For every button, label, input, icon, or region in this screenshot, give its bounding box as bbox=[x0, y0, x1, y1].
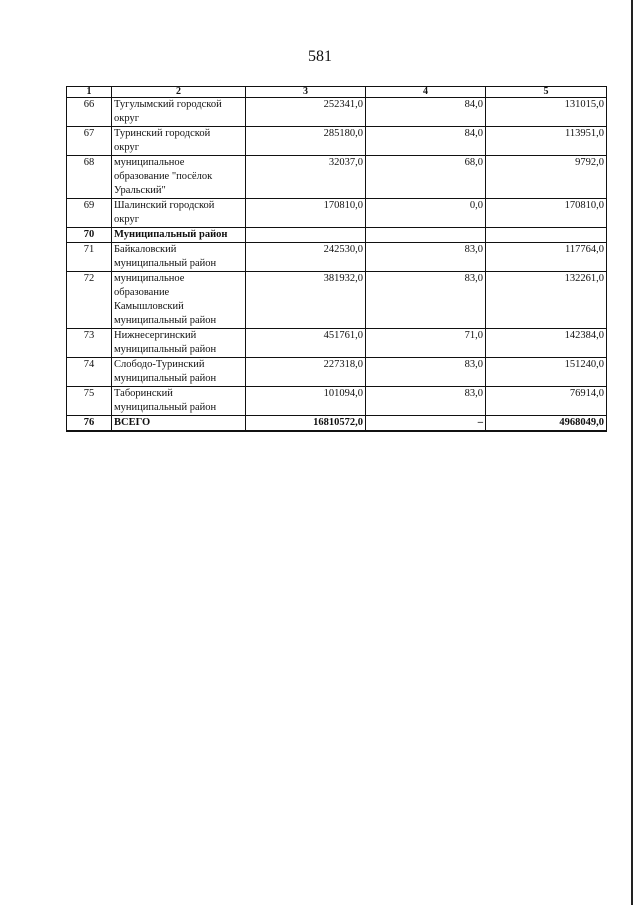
row-name-line: образование bbox=[114, 287, 170, 298]
header-col-4: 4 bbox=[366, 87, 486, 98]
row-col4-cell: 84,0 bbox=[366, 127, 486, 156]
row-name-line: муниципальный район bbox=[114, 258, 217, 269]
row-number-cell: 70 bbox=[67, 228, 112, 243]
table-row bbox=[67, 243, 607, 272]
row-number-cell: 69 bbox=[67, 199, 112, 228]
row-name-cell bbox=[112, 228, 246, 243]
row-col5-cell: 170810,0 bbox=[486, 199, 607, 228]
row-name-cell bbox=[112, 416, 246, 432]
row-name-cell bbox=[112, 199, 246, 228]
row-name-line: Муниципальный район bbox=[114, 229, 228, 240]
row-number-cell: 74 bbox=[67, 358, 112, 387]
row-col3-cell bbox=[246, 228, 366, 243]
row-name-cell bbox=[112, 358, 246, 387]
row-name-line: округ bbox=[114, 142, 140, 153]
row-name-line: Тугулымский городской bbox=[114, 99, 222, 110]
row-col3-cell: 101094,0 bbox=[246, 387, 366, 416]
row-col3-cell: 227318,0 bbox=[246, 358, 366, 387]
row-number-cell: 73 bbox=[67, 329, 112, 358]
table-body bbox=[67, 98, 607, 432]
row-col3-cell: 381932,0 bbox=[246, 272, 366, 329]
row-name-line: Слободо-Туринский bbox=[114, 359, 205, 370]
row-col5-cell: 151240,0 bbox=[486, 358, 607, 387]
row-col4-cell: 68,0 bbox=[366, 156, 486, 199]
row-col4-cell: 83,0 bbox=[366, 243, 486, 272]
table-row bbox=[67, 127, 607, 156]
row-name-cell bbox=[112, 98, 246, 127]
row-name-line: Байкаловский bbox=[114, 244, 177, 255]
row-col4-cell: 84,0 bbox=[366, 98, 486, 127]
row-name-cell bbox=[112, 127, 246, 156]
row-name-line: Туринский городской bbox=[114, 128, 211, 139]
row-col3-cell: 451761,0 bbox=[246, 329, 366, 358]
row-number-cell: 68 bbox=[67, 156, 112, 199]
row-name-line: муниципальное bbox=[114, 157, 185, 168]
header-col-1: 1 bbox=[67, 87, 112, 98]
table-row bbox=[67, 156, 607, 199]
table-row bbox=[67, 98, 607, 127]
row-col4-cell: 83,0 bbox=[366, 358, 486, 387]
row-name-line: округ bbox=[114, 113, 140, 124]
row-name-line: образование "посёлок bbox=[114, 171, 213, 182]
row-number-cell: 67 bbox=[67, 127, 112, 156]
row-col5-cell: 113951,0 bbox=[486, 127, 607, 156]
table-row bbox=[67, 199, 607, 228]
row-col5-cell: 4968049,0 bbox=[486, 416, 607, 432]
row-col3-cell: 32037,0 bbox=[246, 156, 366, 199]
row-col3-cell: 285180,0 bbox=[246, 127, 366, 156]
row-name-cell bbox=[112, 329, 246, 358]
row-name-line: Шалинский городской bbox=[114, 200, 215, 211]
row-name-cell bbox=[112, 156, 246, 199]
header-col-3: 3 bbox=[246, 87, 366, 98]
data-table bbox=[66, 86, 607, 432]
row-name-cell bbox=[112, 243, 246, 272]
row-name-line: муниципальный район bbox=[114, 315, 217, 326]
row-name-line: муниципальный район bbox=[114, 373, 217, 384]
row-number-cell: 75 bbox=[67, 387, 112, 416]
row-number-cell: 72 bbox=[67, 272, 112, 329]
table-row bbox=[67, 416, 607, 432]
row-col4-cell: 83,0 bbox=[366, 272, 486, 329]
row-col5-cell: 9792,0 bbox=[486, 156, 607, 199]
row-col5-cell: 117764,0 bbox=[486, 243, 607, 272]
row-col3-cell: 16810572,0 bbox=[246, 416, 366, 432]
row-name-cell bbox=[112, 272, 246, 329]
row-name-line: Нижнесергинский bbox=[114, 330, 197, 341]
row-name-line: ВСЕГО bbox=[114, 417, 151, 428]
row-col5-cell: 76914,0 bbox=[486, 387, 607, 416]
row-col5-cell: 142384,0 bbox=[486, 329, 607, 358]
row-name-line: Камышловский bbox=[114, 301, 184, 312]
row-number-cell: 71 bbox=[67, 243, 112, 272]
row-col5-cell bbox=[486, 228, 607, 243]
table-row bbox=[67, 272, 607, 329]
row-col4-cell: 0,0 bbox=[366, 199, 486, 228]
row-name-line: Таборинский bbox=[114, 388, 173, 399]
header-col-5: 5 bbox=[486, 87, 607, 98]
row-col3-cell: 170810,0 bbox=[246, 199, 366, 228]
page-number: 581 bbox=[308, 48, 332, 65]
row-col5-cell: 132261,0 bbox=[486, 272, 607, 329]
row-col4-cell: 71,0 bbox=[366, 329, 486, 358]
row-col4-cell bbox=[366, 228, 486, 243]
row-name-line: муниципальное bbox=[114, 273, 185, 284]
table-row bbox=[67, 329, 607, 358]
row-col3-cell: 242530,0 bbox=[246, 243, 366, 272]
header-col-2: 2 bbox=[112, 87, 246, 98]
row-col4-cell: – bbox=[366, 416, 486, 432]
row-col5-cell: 131015,0 bbox=[486, 98, 607, 127]
row-name-line: Уральский" bbox=[114, 185, 166, 196]
row-col3-cell: 252341,0 bbox=[246, 98, 366, 127]
row-number-cell: 66 bbox=[67, 98, 112, 127]
row-name-line: муниципальный район bbox=[114, 344, 217, 355]
table-row bbox=[67, 228, 607, 243]
table-row bbox=[67, 387, 607, 416]
row-name-cell bbox=[112, 387, 246, 416]
row-name-line: округ bbox=[114, 214, 140, 225]
table-row bbox=[67, 358, 607, 387]
header-row bbox=[67, 87, 607, 98]
row-col4-cell: 83,0 bbox=[366, 387, 486, 416]
row-name-line: муниципальный район bbox=[114, 402, 217, 413]
row-number-cell: 76 bbox=[67, 416, 112, 432]
